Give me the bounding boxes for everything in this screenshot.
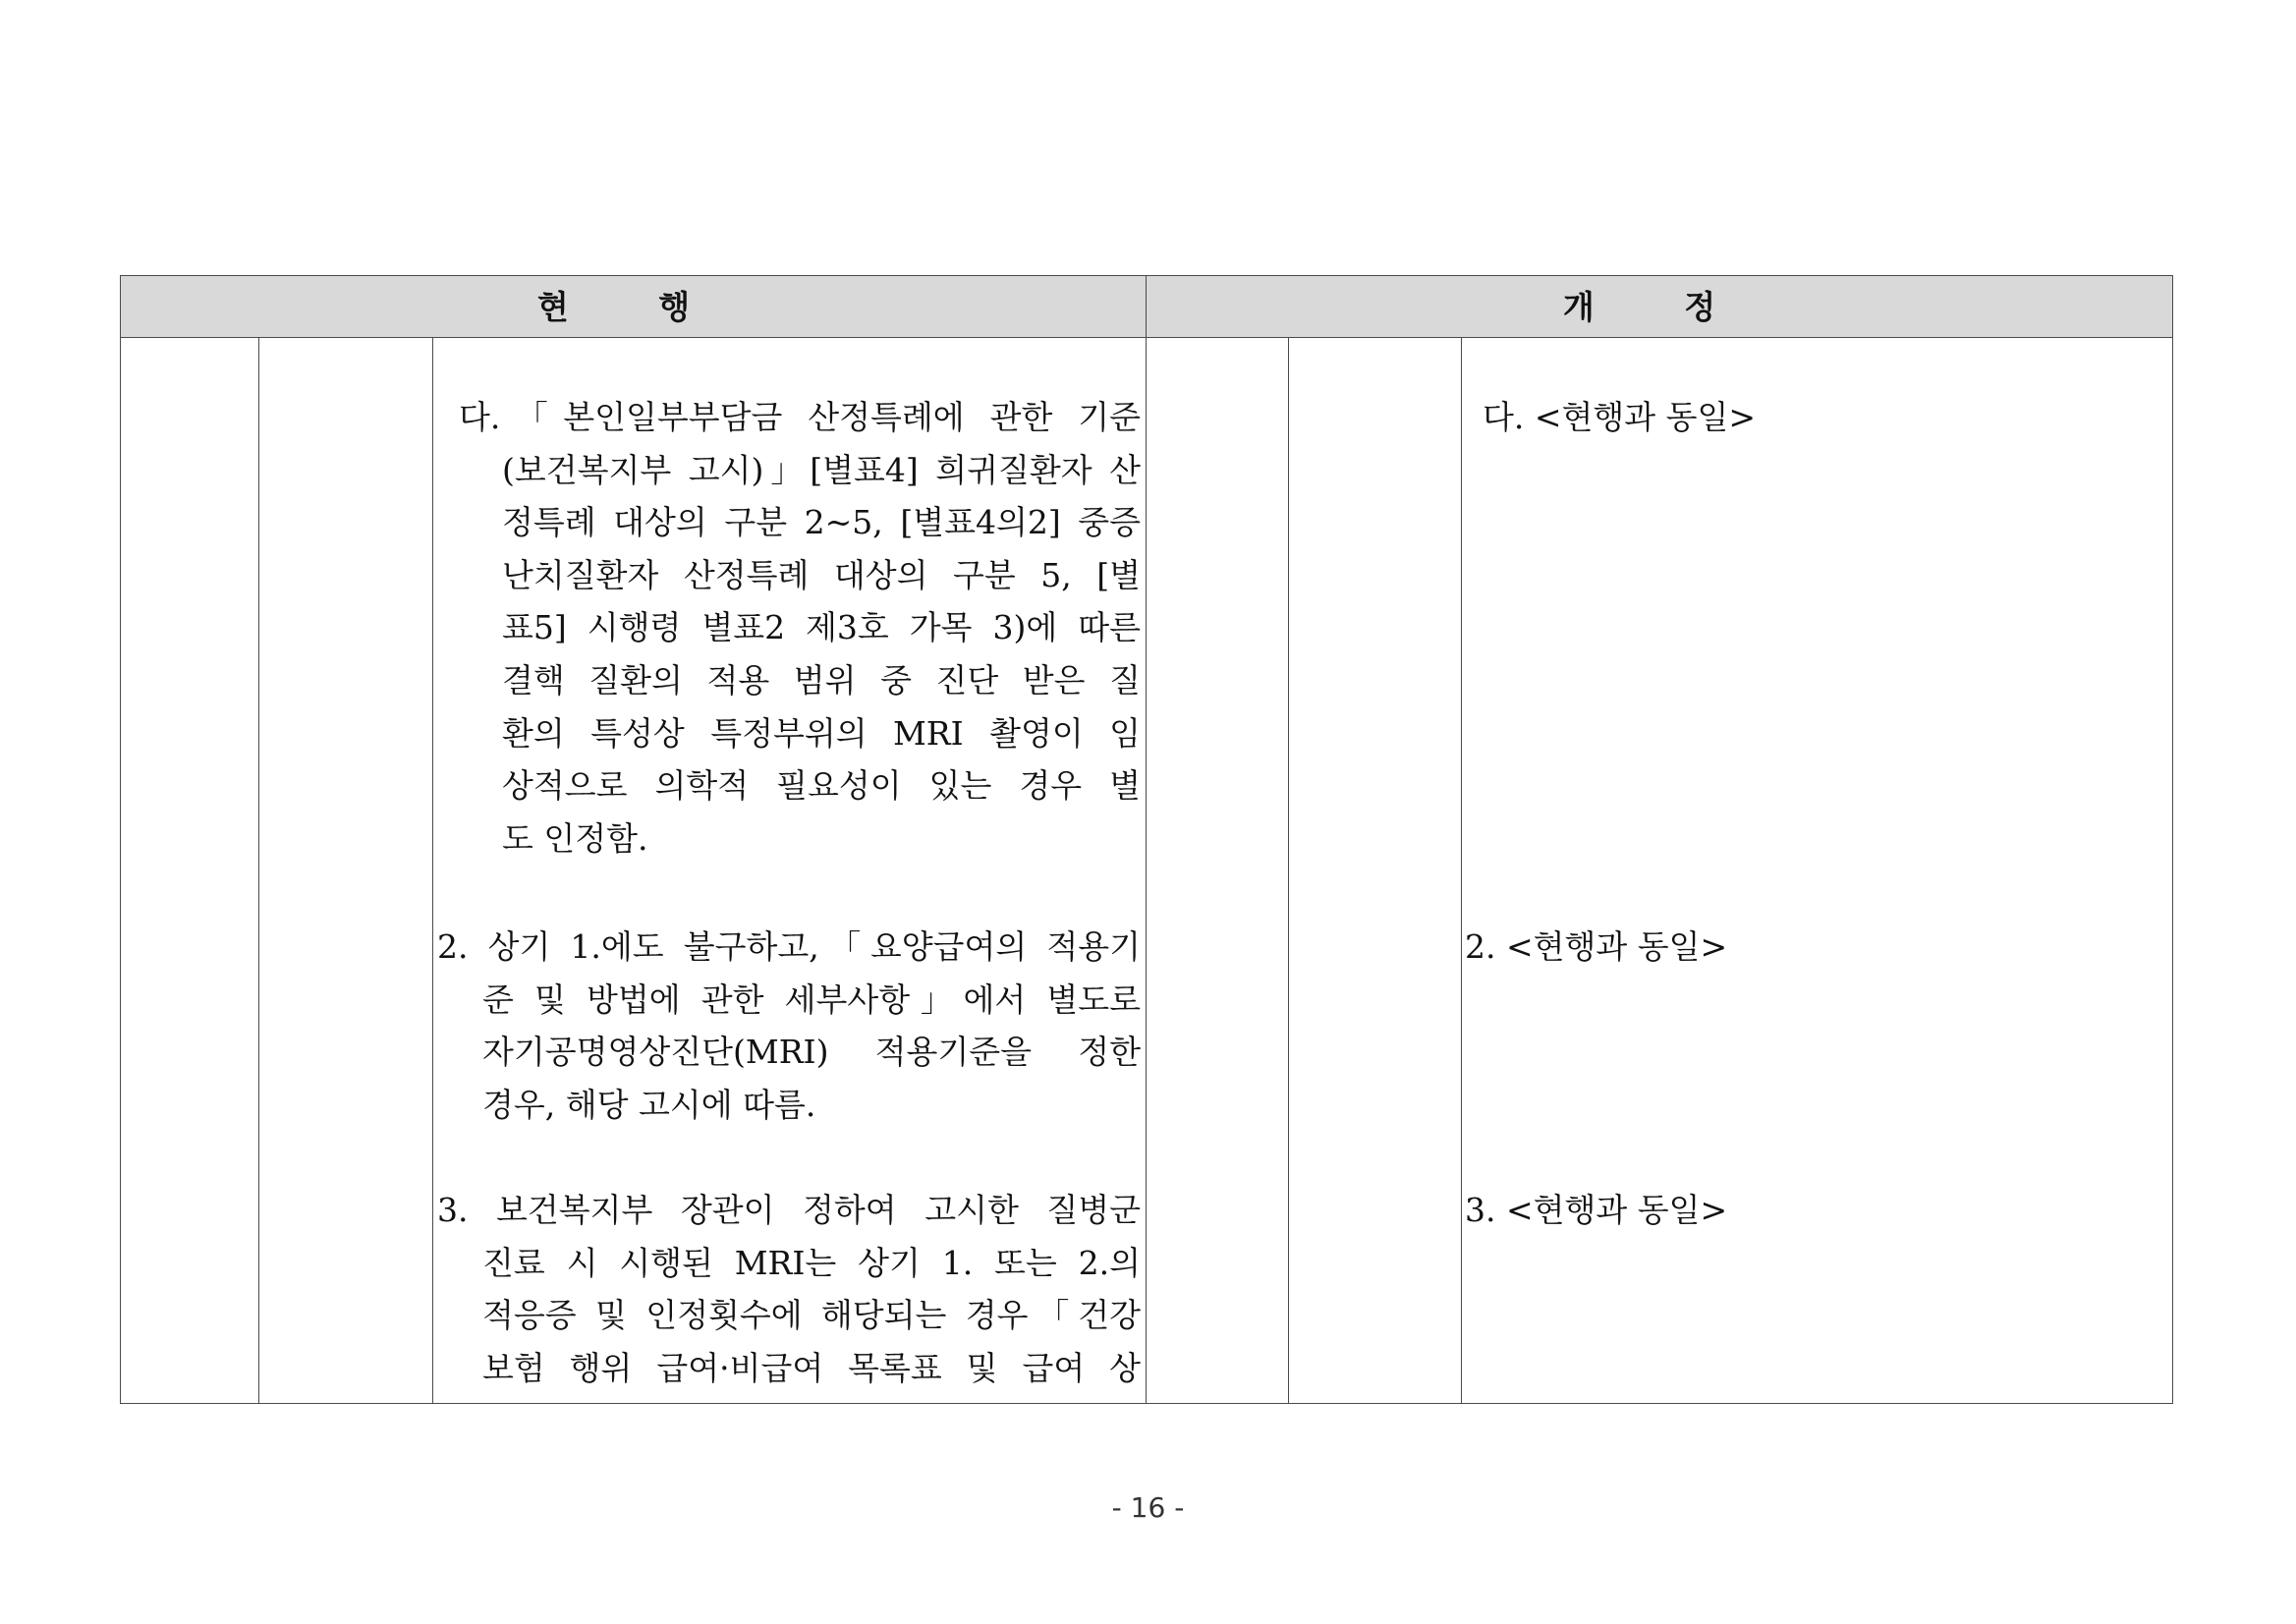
column-divider-main [1146, 276, 1147, 1403]
current-item-3-line: 3. 보건복지부 장관이 정하여 고시한 질병군 [437, 1191, 1141, 1229]
current-item-da [437, 391, 1141, 865]
current-item-da-line: 표5] 시행령 별표2 제3호 가목 3)에 따른 [502, 608, 1141, 647]
current-item-da-line: 정특례 대상의 구분 2~5, [별표4의2] 중증 [502, 503, 1141, 542]
current-item-2-line: 2. 상기 1.에도 불구하고,「요양급여의 적용기 [437, 927, 1141, 966]
current-item-2-line: 자기공명영상진단(MRI) 적용기준을 정한 [482, 1033, 1141, 1072]
revised-item-da: 다. <현행과 동일> [1483, 398, 1757, 436]
current-item-da-line: 다.「본인일부부담금 산정특례에 관한 기준 [459, 398, 1141, 436]
current-item-da-line: 도 인정함. [502, 818, 648, 858]
column-divider-current-1 [258, 338, 259, 1403]
revised-item-2: 2. <현행과 동일> [1465, 927, 1728, 966]
current-item-da-line: 결핵 질환의 적용 범위 중 진단 받은 질 [502, 660, 1141, 700]
current-item-3-line: 적응증 및 인정횟수에 해당되는 경우「건강 [482, 1296, 1141, 1335]
page-number: - 16 - [1111, 1491, 1185, 1524]
current-item-da-line: (보건복지부 고시)」[별표4] 희귀질환자 산 [502, 450, 1141, 489]
table-header-row [121, 276, 2172, 338]
column-divider-revised-2 [1461, 338, 1462, 1403]
current-item-3-line: 진료 시 시행된 MRI는 상기 1. 또는 2.의 [482, 1243, 1141, 1282]
comparison-table [120, 275, 2173, 1404]
column-divider-current-2 [432, 338, 433, 1403]
current-item-3-line: 보험 행위 급여·비급여 목록표 및 급여 상 [482, 1348, 1141, 1387]
header-revised: 개 정 [1562, 288, 1756, 326]
column-divider-revised-1 [1288, 338, 1289, 1403]
current-item-2-line: 경우, 해당 고시에 따름. [482, 1085, 816, 1124]
current-item-2 [437, 921, 1141, 1131]
header-current: 현 행 [536, 288, 730, 326]
current-item-da-line: 환의 특성상 특정부위의 MRI 촬영이 임 [502, 713, 1141, 753]
revised-item-3: 3. <현행과 동일> [1465, 1191, 1728, 1229]
current-item-2-line: 준 및 방법에 관한 세부사항」에서 별도로 [482, 980, 1141, 1019]
current-item-da-line: 난치질환자 산정특례 대상의 구분 5, [별 [502, 555, 1141, 594]
current-item-3 [437, 1184, 1141, 1394]
current-item-da-line: 상적으로 의학적 필요성이 있는 경우 별 [502, 766, 1141, 806]
